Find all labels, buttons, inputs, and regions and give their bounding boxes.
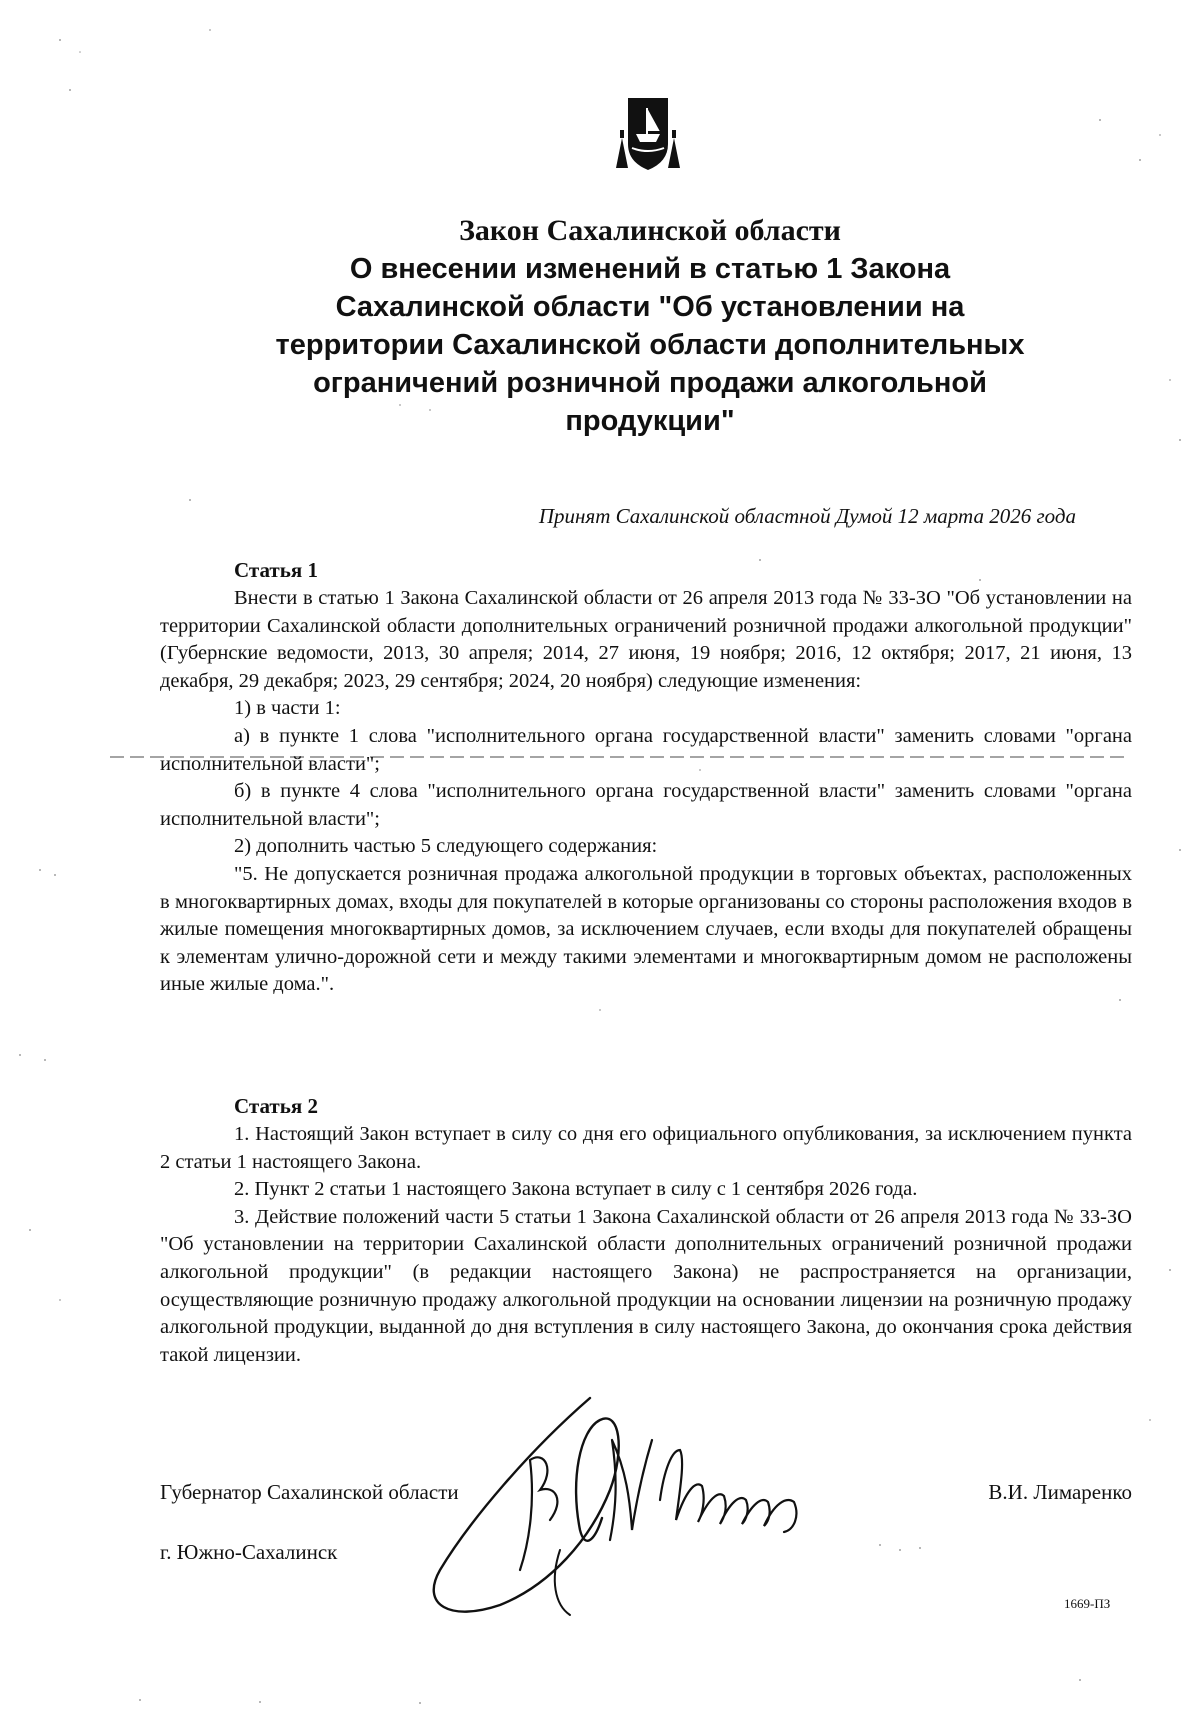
- city-name: г. Южно-Сахалинск: [160, 1540, 338, 1564]
- article-paragraph: Внести в статью 1 Закона Сахалинской области от 26 апреля 2013 года № 33-ЗО "Об установлении на территории Сахалинской области дополнительных ограничений розничной продажи алкогольной продукции" (Губернские ведомости, 2013, 30 апреля; 2014, 27 июня, 19 ноября; 2016, 12 октября; 2017, 21 июня, 13 декабря, 29 декабря; 2023, 29 сентября; 2024, 20 ноября) следующие изменения:: [160, 587, 1132, 692]
- handwritten-signature: [380, 1390, 920, 1630]
- law-subtitle-line: территории Сахалинской области дополнительных: [275, 329, 1025, 361]
- article-paragraph: 3. Действие положений части 5 статьи 1 Закона Сахалинской области от 26 апреля 2013 года № 33-ЗО "Об установлении на территории Сахалинской области дополнительных ограничений розничной продажи алкогольной продукции" (в редакции настоящего Закона) не распространяется на организации, осуществляющие розничную продажу алкогольной продукции на основании лицензии на розничную продажу алкогольной продукции, выданной до дня вступления в силу настоящего Закона, до окончания срока действия такой лицензии.: [160, 1205, 1132, 1366]
- article-paragraph: б) в пункте 4 слова "исполнительного органа государственной власти" заменить словами "органа исполнительной власти";: [160, 780, 1132, 830]
- article-paragraph: 2) дополнить частью 5 следующего содержания:: [234, 835, 658, 858]
- article-heading: Статья 2: [234, 1094, 318, 1118]
- article-heading: Статья 1: [234, 558, 318, 582]
- law-subtitle-line: ограничений розничной продажи алкогольной: [313, 367, 987, 399]
- law-subtitle-line: О внесении изменений в статью 1 Закона: [349, 253, 951, 285]
- law-subtitle-line: Сахалинской области "Об установлении на: [335, 291, 965, 323]
- governor-name: В.И. Лимаренко: [988, 1480, 1132, 1504]
- registration-number: 1669-ПЗ: [1064, 1596, 1111, 1611]
- adoption-note: Принят Сахалинской областной Думой 12 марта 2026 года: [538, 504, 1076, 528]
- article-paragraph: 2. Пункт 2 статьи 1 настоящего Закона вступает в силу с 1 сентября 2026 года.: [234, 1178, 918, 1201]
- article-2: [160, 1092, 1132, 1369]
- document-title-block: [200, 212, 1100, 440]
- law-title: Закон Сахалинской области: [459, 214, 841, 247]
- article-paragraph: 1. Настоящий Закон вступает в силу со дня его официального опубликования, за исключением пункта 2 статьи 1 настоящего Закона.: [160, 1123, 1132, 1173]
- sakhalin-coat-of-arms-emblem: [612, 94, 684, 176]
- article-paragraph: "5. Не допускается розничная продажа алкогольной продукции в торговых объектах, расположенных в многоквартирных домах, входы для покупателей в которые организованы со стороны расположения входов в жилые помещения многоквартирных домов, за исключением случаев, если входы для покупателей обращены к элементам улично-дорожной сети и между такими элементами и многоквартирным домом не расположены иные жилые дома.".: [160, 862, 1132, 996]
- governor-title: Губернатор Сахалинской области: [160, 1480, 459, 1504]
- article-paragraph: а) в пункте 1 слова "исполнительного органа государственной власти" заменить словами "органа исполнительной власти";: [160, 724, 1132, 775]
- law-subtitle-line: продукции": [565, 405, 735, 437]
- article-1: [160, 556, 1132, 999]
- article-paragraph: 1) в части 1:: [234, 697, 341, 720]
